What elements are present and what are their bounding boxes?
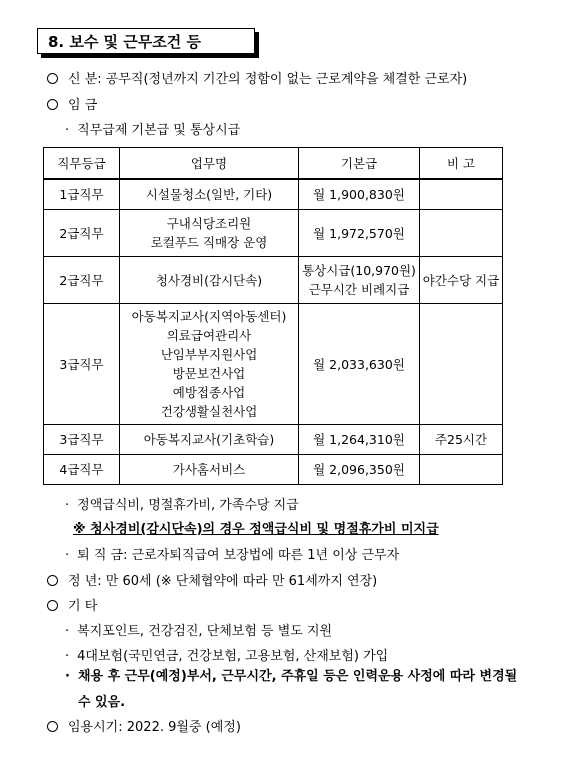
others-item: 복지포인트, 건강검진, 단체보험 등 별도 지원 — [77, 624, 333, 639]
cell-note — [420, 179, 503, 209]
table-row — [44, 424, 503, 454]
header-note: 비 고 — [420, 148, 503, 180]
cell-pay: 월 2,096,350원 — [299, 454, 420, 484]
middle-dot-icon: · — [65, 548, 70, 563]
ring-bullet-icon — [47, 73, 58, 84]
duty-line: 로컬푸드 직매장 운영 — [150, 234, 268, 250]
cell-duty — [120, 303, 299, 424]
wage-label: 임 금 — [68, 98, 98, 113]
others-item-row — [47, 645, 388, 664]
header-duty: 업무명 — [120, 148, 299, 180]
header-pay: 기본급 — [299, 148, 420, 180]
cell-pay: 월 1,264,310원 — [299, 424, 420, 454]
cell-duty: 가사홈서비스 — [120, 454, 299, 484]
cell-pay: 월 1,900,830원 — [299, 179, 420, 209]
cell-note: 주25시간 — [420, 424, 503, 454]
cell-grade: 4급직무 — [44, 454, 120, 484]
duty-line: 아동복지교사(지역아동센터) — [131, 308, 287, 324]
wage-sub-row — [47, 119, 240, 138]
wage-row — [47, 94, 97, 113]
retirement-row — [47, 570, 377, 589]
duty-line: 의료급여관리사 — [166, 327, 252, 343]
exception-note: ※ 청사경비(감시단속)의 경우 정액급식비 및 명절휴가비 미지급 — [73, 522, 439, 537]
wage-sub-label: 직무급제 기본급 및 통상시급 — [77, 123, 241, 138]
middle-dot-icon: · — [65, 669, 70, 684]
hire-date-label: 임용시기: — [68, 720, 123, 735]
cell-grade: 1급직무 — [44, 179, 120, 209]
status-label: 신 분: — [68, 72, 102, 87]
table-row — [44, 179, 503, 209]
hire-date-value: 2022. 9월중 (예정) — [126, 720, 241, 735]
others-item-row — [47, 664, 518, 716]
middle-dot-icon: · — [65, 624, 70, 639]
cell-grade: 3급직무 — [44, 303, 120, 424]
duty-line: 예방접종사업 — [172, 384, 246, 400]
pay-line: 통상시급(10,970원) — [302, 262, 416, 278]
status-row — [47, 68, 467, 87]
table-row — [44, 256, 503, 303]
duty-line: 난임부부지원사업 — [160, 346, 258, 362]
ring-bullet-icon — [47, 575, 58, 586]
ring-bullet-icon — [47, 600, 58, 611]
duty-line: 방문보건사업 — [172, 365, 246, 381]
others-row — [47, 595, 97, 614]
table-header-row — [44, 148, 503, 180]
cell-note — [420, 303, 503, 424]
table-row — [44, 454, 503, 484]
pay-line: 근무시간 비례지급 — [308, 281, 410, 297]
header-grade: 직무등급 — [44, 148, 120, 180]
cell-note — [420, 209, 503, 256]
middle-dot-icon: · — [65, 649, 70, 664]
retirement-label: 정 년: — [68, 574, 102, 589]
others-item: 채용 후 근무(예정)부서, 근무시간, 주휴일 등은 인력운용 사정에 따라 변경될 수 있음. — [77, 669, 518, 710]
hire-date-row — [47, 716, 241, 735]
table-row — [44, 303, 503, 424]
cell-duty — [120, 209, 299, 256]
section-title: 8. 보수 및 근무조건 등 — [37, 28, 255, 54]
cell-pay — [299, 256, 420, 303]
cell-grade: 3급직무 — [44, 424, 120, 454]
others-item-row — [47, 620, 332, 639]
middle-dot-icon: · — [65, 123, 70, 138]
cell-duty: 시설물청소(일반, 기타) — [120, 179, 299, 209]
status-value: 공무직(정년까지 기간의 정함이 없는 근로계약을 체결한 근로자) — [105, 72, 468, 87]
allowance-text: 정액급식비, 명절휴가비, 가족수당 지급 — [77, 498, 299, 513]
cell-duty: 아동복지교사(기초학습) — [120, 424, 299, 454]
others-label: 기 타 — [68, 599, 98, 614]
severance-row — [47, 544, 399, 563]
table-row — [44, 209, 503, 256]
cell-pay: 월 2,033,630원 — [299, 303, 420, 424]
cell-pay: 월 1,972,570원 — [299, 209, 420, 256]
retirement-value: 만 60세 (※ 단체협약에 따라 만 61세까지 연장) — [105, 574, 378, 589]
duty-line: 건강생활실천사업 — [160, 403, 258, 419]
cell-note — [420, 454, 503, 484]
others-item: 4대보험(국민연금, 건강보험, 고용보험, 산재보험) 가입 — [77, 649, 389, 664]
ring-bullet-icon — [47, 721, 58, 732]
duty-line: 구내식당조리원 — [166, 215, 252, 231]
cell-grade: 2급직무 — [44, 209, 120, 256]
middle-dot-icon: · — [65, 498, 70, 513]
pay-table — [43, 147, 503, 485]
cell-duty: 청사경비(감시단속) — [120, 256, 299, 303]
cell-note: 야간수당 지급 — [420, 256, 503, 303]
cell-grade: 2급직무 — [44, 256, 120, 303]
ring-bullet-icon — [47, 99, 58, 110]
severance-text: 퇴 직 금: 근로자퇴직급여 보장법에 따른 1년 이상 근무자 — [77, 548, 400, 563]
allowance-row — [47, 494, 299, 513]
